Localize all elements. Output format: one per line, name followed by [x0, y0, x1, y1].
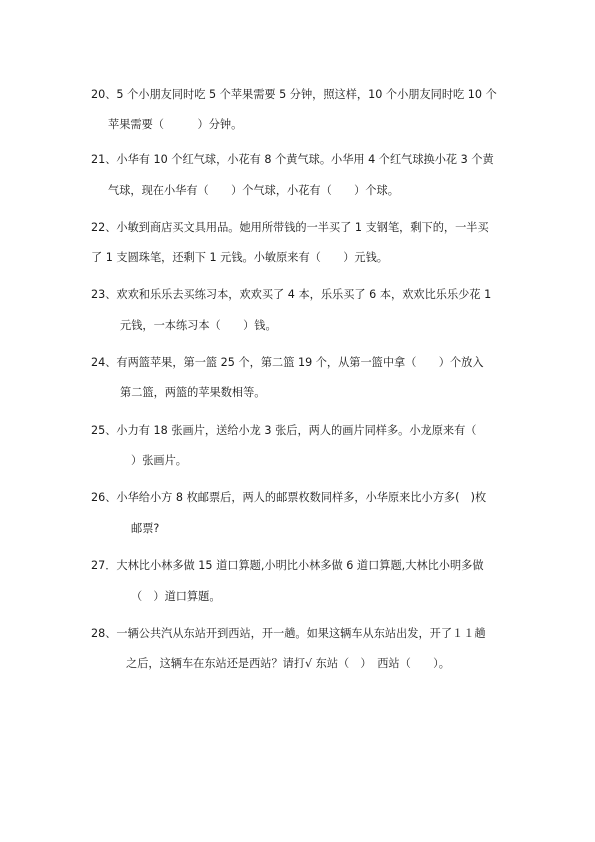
question-26-line-2: 邮票? [131, 522, 160, 535]
question-25-line-2: ）张画片。 [131, 454, 187, 467]
question-23-line-2: 元钱，一本练习本（ ）钱。 [120, 319, 277, 332]
question-23-line-1: 23、欢欢和乐乐去买练习本，欢欢买了 4 本，乐乐买了 6 本，欢欢比乐乐少花 1 [91, 288, 492, 301]
question-27-line-1: 27．大林比小林多做 15 道口算题,小明比小林多做 6 道口算题,大林比小明多做 [91, 559, 484, 572]
question-20-line-1: 20、5 个小朋友同时吃 5 个苹果需要 5 分钟，照这样，10 个小朋友同时吃 10 个 [91, 88, 497, 101]
question-26-line-1: 26、小华给小方 8 枚邮票后，两人的邮票枚数同样多，小华原来比小方多( )枚 [91, 491, 487, 504]
question-22-line-2: 了 1 支圆珠笔，还剩下 1 元钱。小敏原来有（ ）元钱。 [91, 251, 388, 264]
question-20-line-2: 苹果需要（ ）分钟。 [108, 118, 243, 131]
question-24-line-1: 24、有两篮苹果，第一篮 25 个，第二篮 19 个，从第一篮中拿（ ）个放入 [91, 356, 484, 369]
question-21-line-1: 21、小华有 10 个红气球，小花有 8 个黄气球。小华用 4 个红气球换小花 3 个黄 [91, 153, 494, 166]
question-24-line-2: 第二篮，两篮的苹果数相等。 [120, 386, 266, 399]
question-21-line-2: 气球，现在小华有（ ）个气球，小花有（ ）个球。 [108, 184, 399, 197]
question-28-line-2: 之后，这辆车在东站还是西站？请打√ 东站（ ） 西站（ ）。 [126, 657, 450, 670]
question-27-line-2: （ ）道口算题。 [131, 590, 221, 603]
question-22-line-1: 22、小敏到商店买文具用品。她用所带钱的一半买了 1 支钢笔，剩下的，一半买 [91, 221, 489, 234]
question-25-line-1: 25、小力有 18 张画片，送给小龙 3 张后，两人的画片同样多。小龙原来有（ [91, 424, 477, 437]
question-28-line-1: 28、一辆公共汽从东站开到西站，开一趟。如果这辆车从东站出发，开了１１趟 [91, 627, 486, 640]
